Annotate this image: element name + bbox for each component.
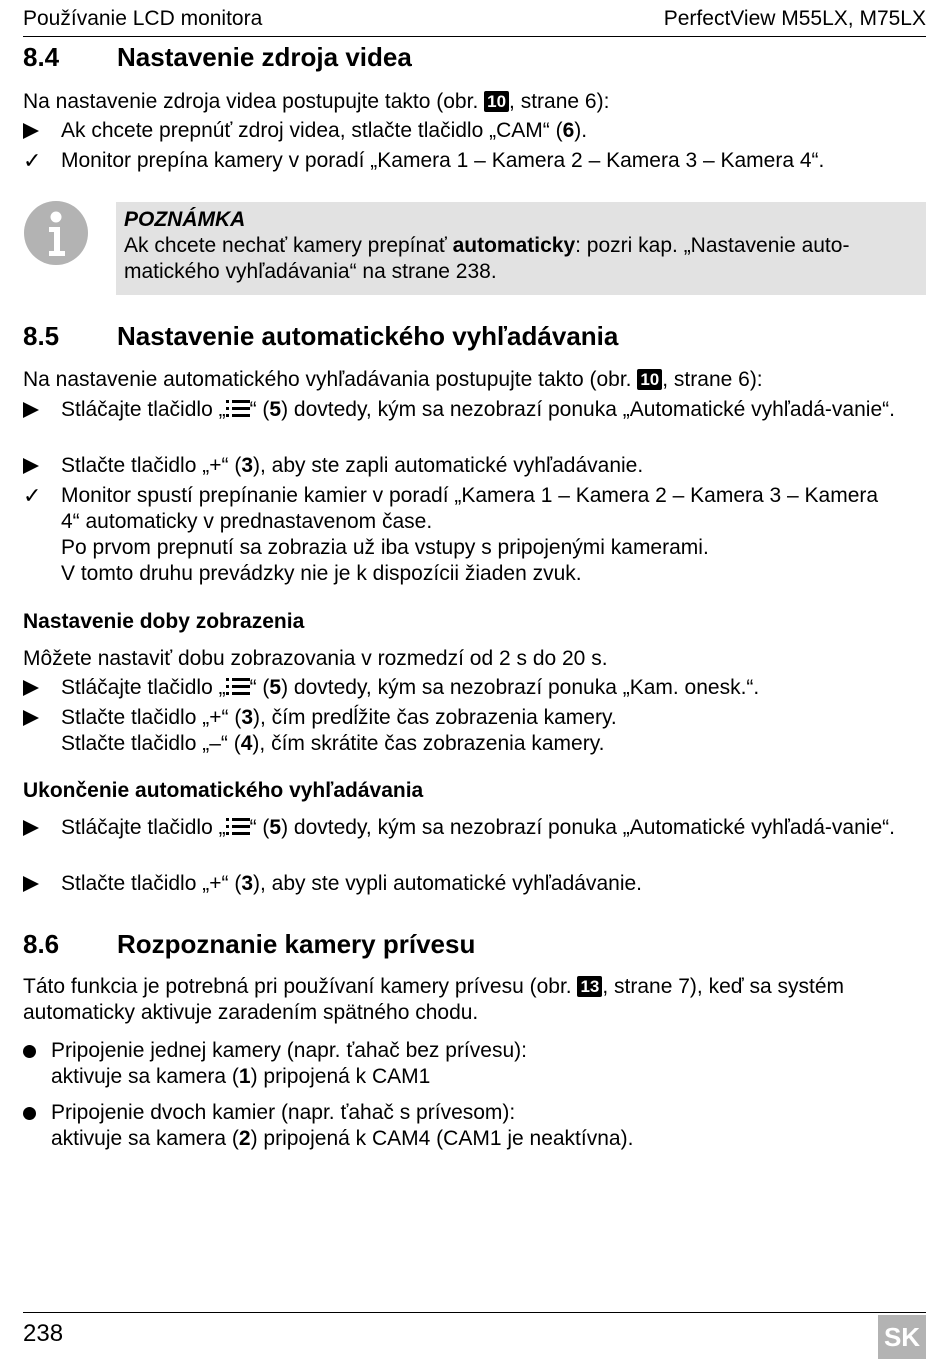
list-item: Stlačte tlačidlo „+“ (3), čím predĺžite čas zobrazenia kamery. Stlačte tlačidlo „–“ (4), čím skrátite čas zobrazenia kamery.: [23, 705, 926, 757]
note-box: [116, 202, 926, 295]
list-item: Pripojenie dvoch kamier (napr. ťahač s prívesom): aktivuje sa kamera (2) pripojená k CAM4 (CAM1 je neaktívna).: [23, 1100, 926, 1152]
list-item: Stláčajte tlačidlo „ “ (5) dovtedy, kým sa nezobrazí ponuka „Automatické vyhľadá-vanie“.: [23, 397, 926, 423]
arrow-bullet-icon: [23, 680, 39, 696]
menu-button-icon: [226, 398, 250, 420]
section-heading-8-6: 8.6 Rozpoznanie kamery prívesu: [23, 929, 476, 959]
list-item: ✓ Monitor spustí prepínanie kamier v poradí „Kamera 1 – Kamera 2 – Kamera 3 – Kamera 4“ automaticky v prednastavenom čase. Po prvom prepnutí sa zobrazia už iba vstupy s pripojenými kamerami. V tomto druhu prevádzky nie je k dispozícii žiaden zvuk.: [23, 483, 879, 585]
arrow-bullet-icon: [23, 458, 39, 474]
list-item: Stlačte tlačidlo „+“ (3), aby ste zapli automatické vyhľadávanie.: [23, 453, 926, 479]
check-icon: ✓: [23, 148, 42, 173]
section-heading-8-5: 8.5 Nastavenie automatického vyhľadávania: [23, 321, 619, 351]
paragraph: Na nastavenie automatického vyhľadávania postupujte takto (obr. 10 , strane 6):: [23, 368, 763, 391]
list-item: Stláčajte tlačidlo „ “ (5) dovtedy, kým sa nezobrazí ponuka „Kam. onesk.“.: [23, 675, 926, 701]
list-item: Pripojenie jednej kamery (napr. ťahač bez prívesu): aktivuje sa kamera (1) pripojená k CAM1: [23, 1038, 926, 1090]
language-tab: SK: [878, 1315, 926, 1359]
paragraph: Táto funkcia je potrebná pri používaní kamery prívesu (obr. 13 , strane 7), keď sa systém automaticky aktivuje zaradením spätného chodu.: [23, 975, 845, 1024]
page-header: [23, 6, 926, 37]
arrow-bullet-icon: [23, 710, 39, 726]
subheading: Ukončenie automatického vyhľadávania: [23, 779, 424, 802]
arrow-bullet-icon: [23, 876, 39, 892]
figure-badge: 13: [577, 976, 602, 997]
list-item: Ak chcete prepnúť zdroj videa, stlačte tlačidlo „CAM“ (6).: [23, 118, 926, 144]
section-heading-8-4: 8.4 Nastavenie zdroja videa: [23, 42, 412, 72]
figure-badge: 10: [484, 91, 509, 112]
list-item: Stláčajte tlačidlo „ “ (5) dovtedy, kým sa nezobrazí ponuka „Automatické vyhľadá-vanie“.: [23, 815, 926, 841]
bullet-icon: [23, 1045, 36, 1058]
page-number: 238: [23, 1320, 64, 1347]
note-text: Ak chcete nechať kamery prepínať automaticky: pozri kap. „Nastavenie auto-matického vyhľadávania“ na strane 238.: [124, 234, 850, 283]
figure-badge: 10: [637, 369, 662, 390]
header-chapter: Používanie LCD monitora: [23, 7, 263, 30]
arrow-bullet-icon: [23, 820, 39, 836]
paragraph: Na nastavenie zdroja videa postupujte takto (obr. 10 , strane 6):: [23, 90, 610, 113]
arrow-bullet-icon: [23, 123, 39, 139]
info-icon: [23, 200, 89, 266]
bullet-icon: [23, 1107, 36, 1120]
header-product: PerfectView M55LX, M75LX: [663, 7, 926, 30]
page-footer: [23, 1312, 926, 1352]
check-icon: ✓: [23, 483, 42, 508]
list-item: Stlačte tlačidlo „+“ (3), aby ste vypli automatické vyhľadávanie.: [23, 871, 926, 897]
paragraph: Môžete nastaviť dobu zobrazovania v rozmedzí od 2 s do 20 s.: [23, 647, 608, 670]
menu-button-icon: [226, 676, 250, 698]
arrow-bullet-icon: [23, 402, 39, 418]
menu-button-icon: [226, 816, 250, 838]
list-item: ✓ Monitor prepína kamery v poradí „Kamera 1 – Kamera 2 – Kamera 3 – Kamera 4“.: [23, 148, 825, 173]
subheading: Nastavenie doby zobrazenia: [23, 610, 305, 633]
note-title: POZNÁMKA: [124, 208, 246, 231]
